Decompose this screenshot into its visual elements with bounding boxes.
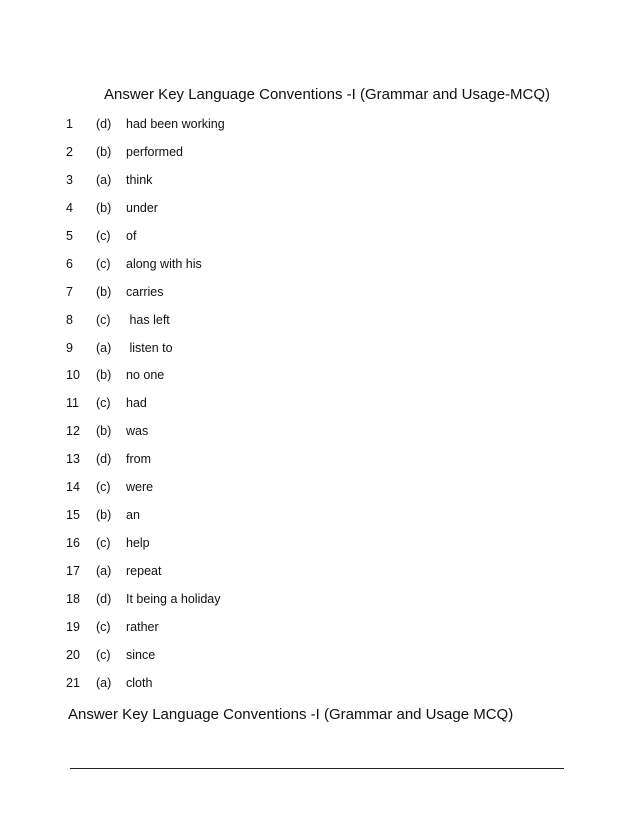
list-item bbox=[0, 421, 638, 449]
question-number: 2 bbox=[66, 144, 73, 159]
list-item bbox=[0, 226, 638, 254]
answer-option: (d) bbox=[96, 591, 112, 606]
answer-option: (c) bbox=[96, 536, 111, 551]
question-number: 13 bbox=[66, 452, 80, 467]
question-number: 7 bbox=[66, 284, 73, 299]
list-item bbox=[0, 505, 638, 533]
list-item bbox=[0, 645, 638, 673]
list-item bbox=[0, 254, 638, 282]
answer-option: (b) bbox=[96, 144, 112, 159]
question-number: 18 bbox=[66, 591, 80, 606]
list-item bbox=[0, 589, 638, 617]
answer-option: (c) bbox=[96, 480, 111, 495]
answer-option: (a) bbox=[96, 564, 112, 578]
footer-divider bbox=[70, 768, 564, 769]
answer-text: cloth bbox=[126, 675, 153, 690]
question-number: 19 bbox=[66, 619, 80, 634]
question-number: 3 bbox=[66, 172, 73, 187]
answer-option: (a) bbox=[96, 675, 112, 690]
answer-text: rather bbox=[126, 619, 159, 634]
answer-option: (b) bbox=[96, 200, 112, 215]
answer-option: (b) bbox=[96, 368, 112, 383]
answer-text: was bbox=[126, 424, 149, 439]
answer-text: under bbox=[126, 200, 158, 215]
list-item bbox=[0, 310, 638, 338]
list-item bbox=[0, 198, 638, 226]
page-title: Answer Key Language Conventions -I (Grammar and Usage-MCQ) bbox=[104, 86, 551, 103]
list-item bbox=[0, 282, 638, 310]
list-item bbox=[0, 142, 638, 170]
answer-option: (a) bbox=[96, 172, 112, 187]
list-item bbox=[0, 673, 638, 701]
answer-text: of bbox=[126, 228, 137, 243]
question-number: 1 bbox=[66, 117, 73, 131]
question-number: 12 bbox=[66, 424, 80, 439]
question-number: 9 bbox=[66, 340, 73, 355]
question-number: 5 bbox=[66, 228, 73, 243]
answer-option: (c) bbox=[96, 312, 111, 327]
question-number: 10 bbox=[66, 368, 80, 383]
answer-option: (c) bbox=[96, 619, 111, 634]
question-number: 21 bbox=[66, 675, 80, 690]
answer-option: (c) bbox=[96, 228, 111, 243]
footer-title: Answer Key Language Conventions -I (Grammar and Usage MCQ) bbox=[68, 706, 514, 723]
question-number: 8 bbox=[66, 312, 73, 327]
question-number: 15 bbox=[66, 508, 80, 523]
question-number: 6 bbox=[66, 256, 73, 271]
question-number: 16 bbox=[66, 536, 80, 551]
list-item bbox=[0, 365, 638, 393]
list-item bbox=[0, 449, 638, 477]
answer-text: from bbox=[126, 452, 151, 467]
answer-option: (c) bbox=[96, 647, 111, 662]
answer-option: (b) bbox=[96, 424, 112, 439]
answer-option: (d) bbox=[96, 452, 112, 467]
answer-text: think bbox=[126, 172, 153, 187]
answer-text: had bbox=[126, 396, 147, 411]
answer-option: (c) bbox=[96, 396, 111, 411]
answer-text: help bbox=[126, 536, 150, 551]
list-item bbox=[0, 617, 638, 645]
list-item bbox=[0, 477, 638, 505]
answer-list bbox=[0, 114, 638, 701]
answer-option: (a) bbox=[96, 340, 112, 355]
answer-option: (b) bbox=[96, 284, 112, 299]
answer-text: repeat bbox=[126, 564, 162, 578]
question-number: 20 bbox=[66, 647, 80, 662]
list-item bbox=[0, 114, 638, 142]
answer-text: It being a holiday bbox=[126, 591, 221, 606]
answer-text: no one bbox=[126, 368, 165, 383]
answer-text: performed bbox=[126, 144, 183, 159]
answer-text: along with his bbox=[126, 256, 202, 271]
answer-text: had been working bbox=[126, 117, 225, 131]
list-item bbox=[0, 170, 638, 198]
question-number: 11 bbox=[66, 396, 79, 411]
answer-option: (d) bbox=[96, 117, 112, 131]
answer-text: carries bbox=[126, 284, 164, 299]
answer-option: (b) bbox=[96, 508, 112, 523]
list-item bbox=[0, 393, 638, 421]
answer-text: since bbox=[126, 647, 156, 662]
list-item bbox=[0, 533, 638, 561]
answer-text: has left bbox=[126, 312, 170, 327]
question-number: 14 bbox=[66, 480, 80, 495]
answer-text: listen to bbox=[126, 340, 173, 355]
answer-text: were bbox=[126, 480, 154, 495]
question-number: 17 bbox=[66, 564, 80, 578]
list-item bbox=[0, 561, 638, 589]
question-number: 4 bbox=[66, 200, 73, 215]
list-item bbox=[0, 338, 638, 366]
answer-text: an bbox=[126, 508, 140, 523]
answer-option: (c) bbox=[96, 256, 111, 271]
